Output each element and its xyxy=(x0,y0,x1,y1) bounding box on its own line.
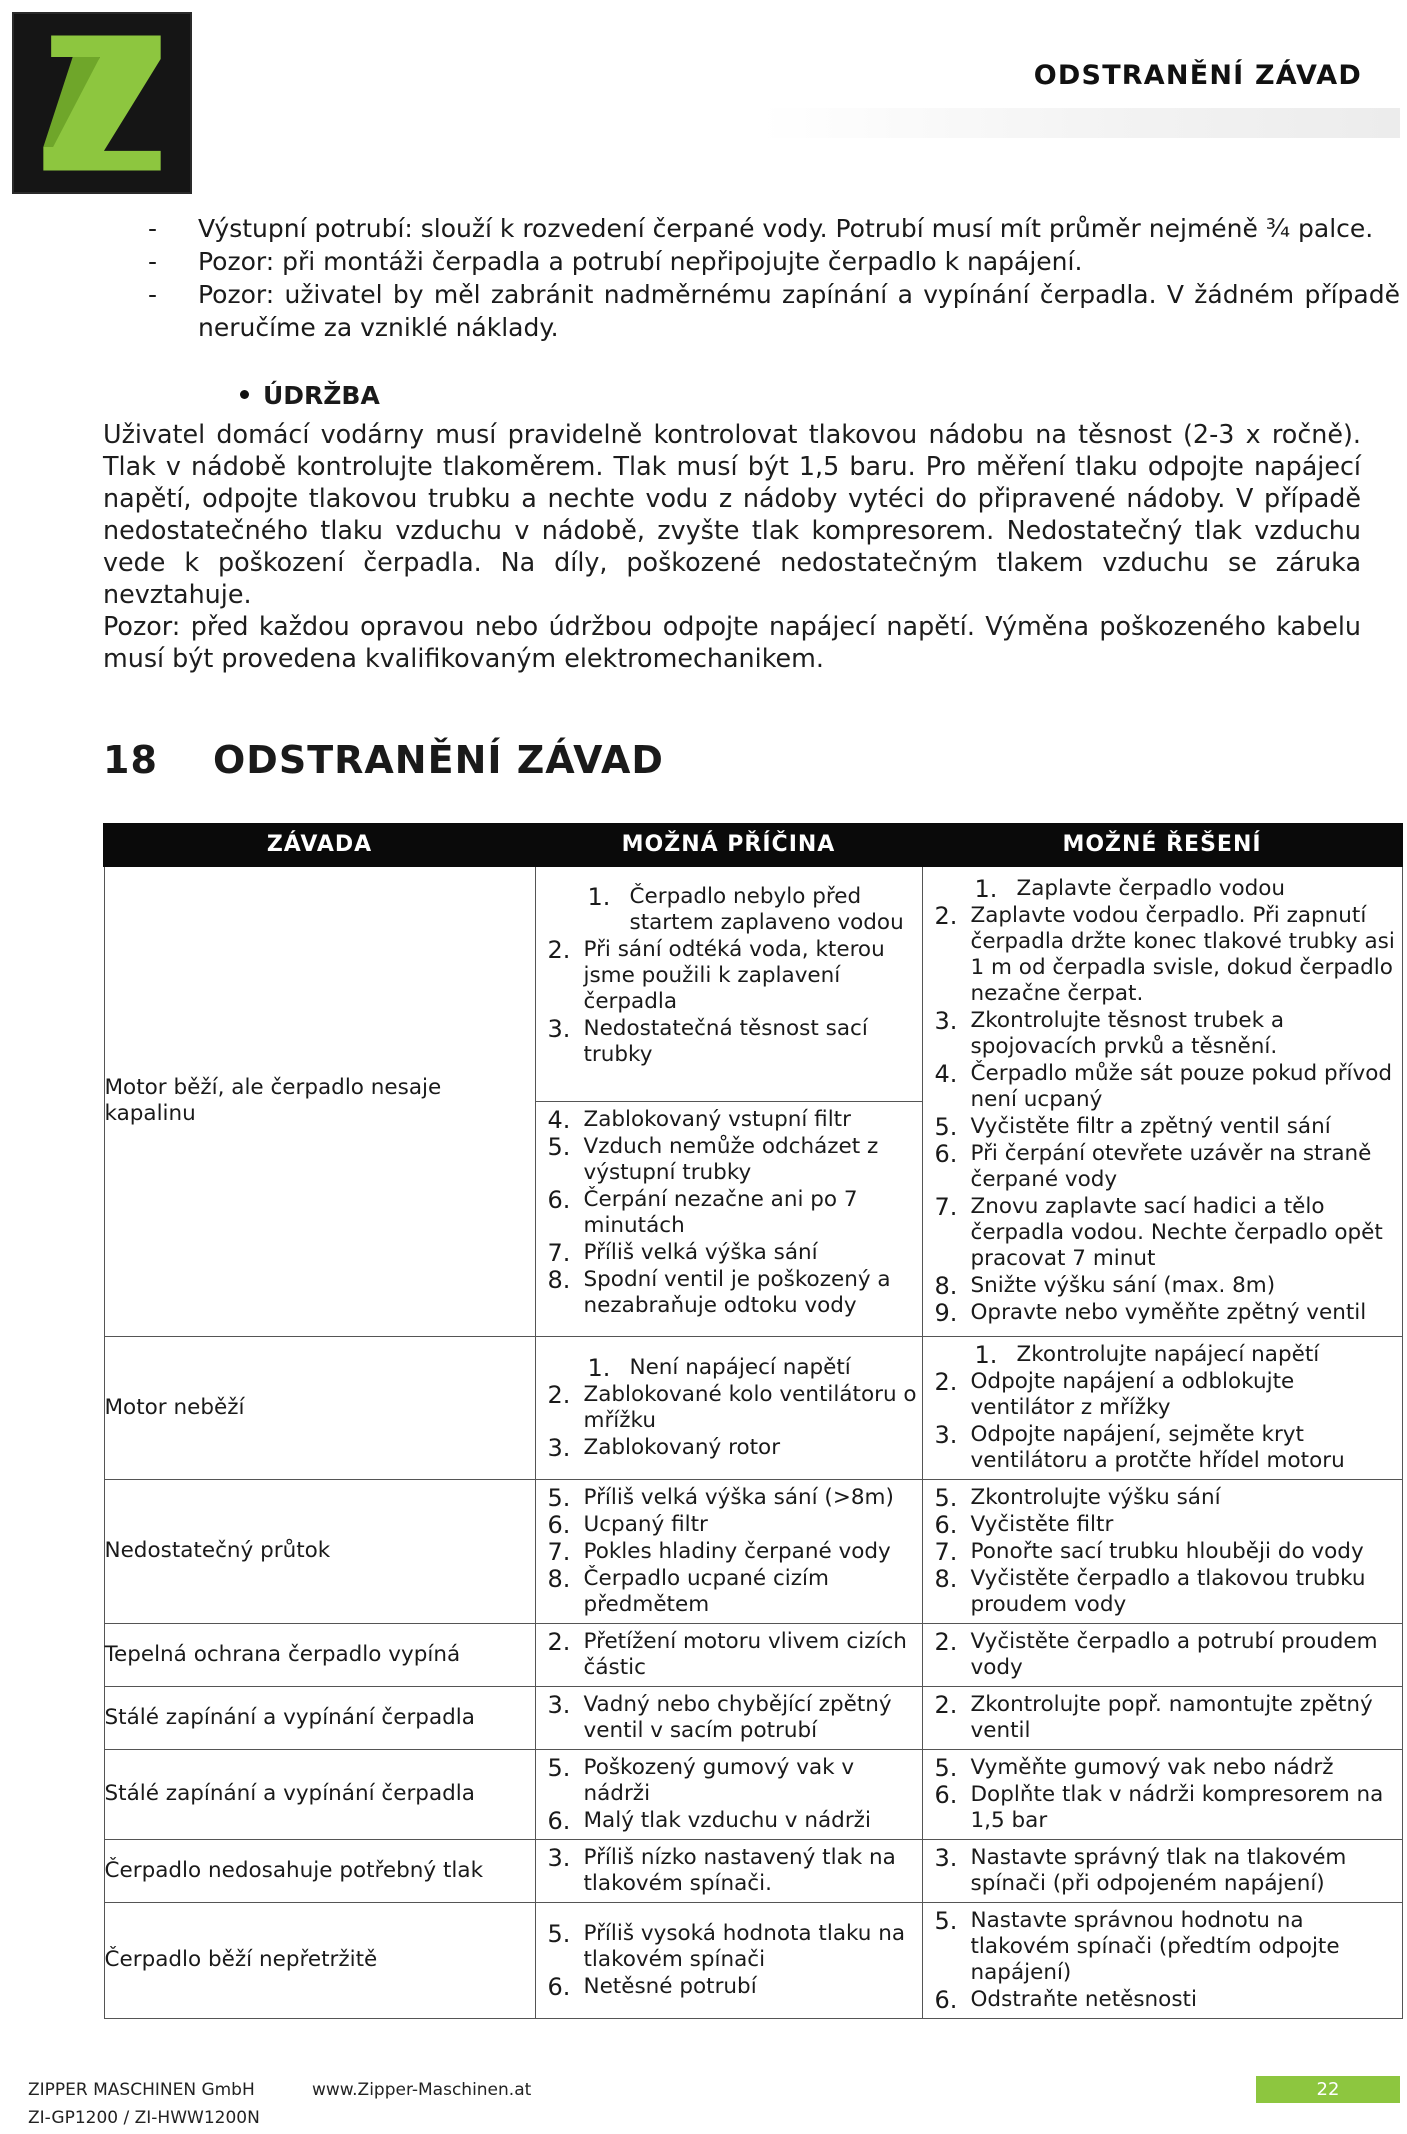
item-number: 2. xyxy=(547,1380,571,1409)
item-number: 4. xyxy=(934,1060,958,1089)
item-number: 5. xyxy=(934,1906,958,1935)
item-number: 5. xyxy=(934,1113,958,1142)
item-number: 3. xyxy=(547,1433,571,1462)
list-item xyxy=(927,1512,1398,1538)
cause-cell xyxy=(535,1336,922,1479)
item-text: Při sání odtéká voda, kterou jsme použili k zaplavení čerpadla xyxy=(583,936,885,1014)
item-number: 5. xyxy=(934,1753,958,1782)
item-number: 2. xyxy=(934,1627,958,1656)
item-number: 5. xyxy=(547,1919,571,1948)
fault-cell: Stálé zapínání a vypínání čerpadla xyxy=(104,1686,535,1749)
maintenance-heading-text: ÚDRŽBA xyxy=(263,381,380,410)
cause-group xyxy=(536,1101,922,1324)
footer-model: ZI-GP1200 / ZI-HWW1200N xyxy=(28,2108,260,2128)
fault-cell: Motor běží, ale čerpadlo nesaje kapalinu xyxy=(104,866,535,1336)
numbered-list xyxy=(540,1755,918,1834)
item-text: Čerpadlo může sát pouze pokud přívod není ucpaný xyxy=(970,1061,1393,1113)
numbered-list xyxy=(927,1342,1398,1474)
fault-cell: Čerpadlo běží nepřetržitě xyxy=(104,1902,535,2018)
list-item xyxy=(540,1974,918,2000)
fault-cell: Čerpadlo nedosahuje potřebný tlak xyxy=(104,1839,535,1902)
list-item xyxy=(927,1369,1398,1421)
list-item xyxy=(927,1629,1398,1681)
list-item xyxy=(927,1300,1398,1326)
item-text: Pokles hladiny čerpané vody xyxy=(583,1538,891,1564)
item-text: Příliš nízko nastavený tlak na tlakovém spínači. xyxy=(583,1844,896,1896)
item-text: Zkontrolujte výšku sání xyxy=(970,1484,1221,1510)
numbered-list xyxy=(540,1485,918,1618)
table-row xyxy=(104,1336,1402,1479)
zipper-logo xyxy=(12,12,192,194)
header-decoration xyxy=(760,108,1400,138)
item-text: Příliš velká výška sání (>8m) xyxy=(583,1484,894,1510)
dash-marker: - xyxy=(148,247,158,276)
item-text: Vyměňte gumový vak nebo nádrž xyxy=(970,1754,1334,1780)
item-text: Nastavte správnou hodnotu na tlakovém spínači (předtím odpojte napájení) xyxy=(970,1907,1340,1985)
list-item xyxy=(540,1808,918,1834)
cause-cell xyxy=(535,1479,922,1623)
list-item xyxy=(927,1566,1398,1618)
cause-group xyxy=(536,879,922,1101)
maintenance-paragraph: Uživatel domácí vodárny musí pravidelně kontrolovat tlakovou nádobu na těsnost (2-3 x ročně). Tlak v nádobě kontrolujte tlakoměrem. Tlak musí být 1,5 baru. Pro měření tlaku odpojte napájecí napětí, odpojte tlakovou trubku a nechte vodu z nádoby vytéci do připravené nádoby. V případě nedostatečného tlaku vzduchu v nádobě, zvyšte tlak kompresorem. Nedostatečný tlak vzduchu vede k poškození čerpadla. Na díly, poškozené nedostatečným tlakem vzduchu se záruka nevztahuje. xyxy=(103,419,1361,609)
item-number: 8. xyxy=(547,1265,571,1294)
list-item xyxy=(927,1194,1398,1272)
list-item xyxy=(540,1134,918,1186)
item-number: 8. xyxy=(547,1564,571,1593)
list-item xyxy=(540,1355,918,1381)
item-text: Zablokovaný rotor xyxy=(583,1434,781,1460)
table-row xyxy=(104,1749,1402,1839)
list-item xyxy=(148,278,1400,344)
list-item xyxy=(540,1921,918,1973)
maintenance-heading xyxy=(240,381,380,410)
solution-cell xyxy=(922,1623,1402,1686)
item-text: Čerpadlo ucpané cizím předmětem xyxy=(583,1565,829,1617)
list-item xyxy=(927,1342,1398,1368)
item-text: Poškozený gumový vak v nádrži xyxy=(583,1754,855,1806)
item-text: Čerpání nezačne ani po 7 minutách xyxy=(583,1186,858,1238)
cause-cell xyxy=(535,1623,922,1686)
item-text: Vyčistěte čerpadlo a tlakovou trubku proudem vody xyxy=(970,1565,1366,1617)
item-text: Nastavte správný tlak na tlakovém spínači (při odpojeném napájení) xyxy=(970,1844,1347,1896)
note-text: Pozor: uživatel by měl zabránit nadměrnému zapínání a vypínání čerpadla. V žádném případě neručíme za vzniklé náklady. xyxy=(198,280,1400,342)
item-number: 2. xyxy=(934,902,958,931)
item-text: Odpojte napájení, sejměte kryt ventilátoru a protčte hřídel motoru xyxy=(970,1421,1345,1473)
item-number: 7. xyxy=(547,1238,571,1267)
item-text: Zaplavte čerpadlo vodou xyxy=(1016,876,1286,902)
table-row xyxy=(104,1479,1402,1623)
item-number: 1. xyxy=(587,1353,611,1382)
item-text: Přetížení motoru vlivem cizích částic xyxy=(583,1628,907,1680)
numbered-list xyxy=(927,1629,1398,1681)
column-header-cause: MOŽNÁ PŘÍČINA xyxy=(535,824,922,866)
column-header-fault: ZÁVADA xyxy=(104,824,535,866)
item-text: Vyčistěte filtr a zpětný ventil sání xyxy=(970,1114,1331,1140)
column-header-solution: MOŽNÉ ŘEŠENÍ xyxy=(922,824,1402,866)
numbered-list xyxy=(927,1755,1398,1834)
list-item xyxy=(540,1512,918,1538)
numbered-list xyxy=(927,876,1398,1326)
item-number: 5. xyxy=(547,1132,571,1161)
numbered-list xyxy=(927,1845,1398,1897)
item-text: Vyčistěte filtr xyxy=(970,1511,1114,1537)
bullet-icon xyxy=(240,390,249,399)
item-text: Zkontrolujte napájecí napětí xyxy=(1016,1341,1320,1367)
list-item xyxy=(927,1061,1398,1113)
table-header-row xyxy=(104,824,1402,866)
table-row xyxy=(104,1902,1402,2018)
numbered-list xyxy=(927,1692,1398,1744)
item-text: Doplňte tlak v nádrži kompresorem na 1,5 bar xyxy=(970,1781,1384,1833)
list-item xyxy=(540,1107,918,1133)
list-item xyxy=(927,903,1398,1007)
item-number: 2. xyxy=(547,935,571,964)
list-item xyxy=(540,1016,918,1068)
troubleshooting-table xyxy=(103,823,1403,2019)
list-item xyxy=(927,1485,1398,1511)
item-number: 6. xyxy=(934,1510,958,1539)
dash-marker: - xyxy=(148,280,158,309)
list-item xyxy=(540,1566,918,1618)
list-item xyxy=(540,1755,918,1807)
item-text: Netěsné potrubí xyxy=(583,1973,757,1999)
item-number: 6. xyxy=(547,1972,571,2001)
list-item xyxy=(540,1845,918,1897)
solution-cell xyxy=(922,1336,1402,1479)
section-title-text: ODSTRANĚNÍ ZÁVAD xyxy=(213,738,664,782)
header-title: ODSTRANĚNÍ ZÁVAD xyxy=(1033,60,1362,91)
item-text: Spodní ventil je poškozený a nezabraňuje odtoku vody xyxy=(583,1266,891,1318)
item-number: 8. xyxy=(934,1564,958,1593)
item-number: 7. xyxy=(934,1193,958,1222)
fault-cell: Tepelná ochrana čerpadlo vypíná xyxy=(104,1623,535,1686)
item-text: Vadný nebo chybějící zpětný ventil v sacím potrubí xyxy=(583,1691,892,1743)
item-text: Zablokované kolo ventilátoru o mřížku xyxy=(583,1381,917,1433)
section-number: 18 xyxy=(103,738,158,782)
item-number: 4. xyxy=(547,1105,571,1134)
numbered-list xyxy=(540,1629,918,1681)
numbered-list xyxy=(540,1107,918,1319)
cause-cell xyxy=(535,1686,922,1749)
numbered-list xyxy=(927,1485,1398,1618)
list-item xyxy=(540,1382,918,1434)
table-row xyxy=(104,1686,1402,1749)
item-text: Zaplavte vodou čerpadlo. Při zapnutí čerpadla držte konec tlakové trubky asi 1 m od čerpadla svisle, dokud čerpadlo nezačne čerpat. xyxy=(970,903,1395,1007)
item-number: 1. xyxy=(974,1340,998,1369)
item-number: 9. xyxy=(934,1299,958,1328)
item-text: Zkontrolujte těsnost trubek a spojovacích prvků a těsnění. xyxy=(970,1008,1285,1060)
list-item xyxy=(927,1782,1398,1834)
list-item xyxy=(540,937,918,1015)
item-number: 6. xyxy=(547,1806,571,1835)
numbered-list xyxy=(540,1692,918,1744)
list-item xyxy=(927,1114,1398,1140)
item-number: 5. xyxy=(934,1483,958,1512)
list-item xyxy=(927,1987,1398,2013)
list-item xyxy=(927,1422,1398,1474)
fault-cell: Motor neběží xyxy=(104,1336,535,1479)
cause-cell xyxy=(535,1902,922,2018)
item-text: Příliš vysoká hodnota tlaku na tlakovém spínači xyxy=(583,1920,906,1972)
list-item xyxy=(927,1008,1398,1060)
item-text: Vyčistěte čerpadlo a potrubí proudem vody xyxy=(970,1628,1378,1680)
footer-website[interactable]: www.Zipper-Maschinen.at xyxy=(312,2080,532,2100)
item-text: Nedostatečná těsnost sací trubky xyxy=(583,1015,868,1067)
item-number: 3. xyxy=(934,1420,958,1449)
list-item xyxy=(927,1692,1398,1744)
fault-cell: Nedostatečný průtok xyxy=(104,1479,535,1623)
footer-company: ZIPPER MASCHINEN GmbH xyxy=(28,2080,255,2100)
list-item xyxy=(540,1485,918,1511)
item-text: Malý tlak vzduchu v nádrži xyxy=(583,1807,871,1833)
item-number: 3. xyxy=(934,1007,958,1036)
list-item xyxy=(927,876,1398,902)
dash-marker: - xyxy=(148,214,158,243)
solution-cell xyxy=(922,1839,1402,1902)
item-text: Příliš velká výška sání xyxy=(583,1239,818,1265)
note-text: Pozor: při montáži čerpadla a potrubí nepřipojujte čerpadlo k napájení. xyxy=(198,247,1083,276)
item-number: 7. xyxy=(934,1537,958,1566)
warning-paragraph: Pozor: před každou opravou nebo údržbou odpojte napájecí napětí. Výměna poškozeného kabelu musí být provedena kvalifikovaným elektromechanikem. xyxy=(103,611,1361,673)
cause-cell xyxy=(535,1749,922,1839)
item-number: 3. xyxy=(547,1843,571,1872)
item-number: 1. xyxy=(974,875,998,904)
list-item xyxy=(927,1845,1398,1897)
list-item xyxy=(927,1755,1398,1781)
list-item xyxy=(148,245,1400,278)
zipper-logo-graphic xyxy=(14,14,190,192)
item-text: Při čerpání otevřete uzávěr na straně čerpané vody xyxy=(970,1141,1372,1193)
item-number: 6. xyxy=(547,1185,571,1214)
list-item xyxy=(540,1692,918,1744)
fault-cell: Stálé zapínání a vypínání čerpadla xyxy=(104,1749,535,1839)
item-number: 6. xyxy=(934,1780,958,1809)
list-item xyxy=(927,1539,1398,1565)
list-item xyxy=(540,1240,918,1266)
numbered-list xyxy=(540,1355,918,1461)
list-item xyxy=(927,1908,1398,1986)
list-item xyxy=(540,1187,918,1239)
installation-notes xyxy=(148,212,1400,344)
item-number: 7. xyxy=(547,1537,571,1566)
item-text: Ucpaný filtr xyxy=(583,1511,708,1537)
item-text: Odpojte napájení a odblokujte ventilátor z mřížky xyxy=(970,1368,1295,1420)
item-number: 8. xyxy=(934,1272,958,1301)
item-number: 3. xyxy=(934,1843,958,1872)
table-row xyxy=(104,1839,1402,1902)
numbered-list xyxy=(540,884,918,1068)
item-number: 5. xyxy=(547,1483,571,1512)
item-text: Zablokovaný vstupní filtr xyxy=(583,1106,851,1132)
cause-cell xyxy=(535,866,922,1336)
cause-cell xyxy=(535,1839,922,1902)
item-text: Opravte nebo vyměňte zpětný ventil xyxy=(970,1300,1367,1326)
item-text: Znovu zaplavte sací hadici a tělo čerpadla vodou. Nechte čerpadlo opět pracovat 7 minut xyxy=(970,1194,1383,1272)
list-item xyxy=(927,1273,1398,1299)
list-item xyxy=(927,1141,1398,1193)
list-item xyxy=(540,1267,918,1319)
item-number: 3. xyxy=(547,1014,571,1043)
note-text: Výstupní potrubí: slouží k rozvedení čerpané vody. Potrubí musí mít průměr nejméně ¾ palce. xyxy=(198,214,1374,243)
solution-cell xyxy=(922,1749,1402,1839)
item-number: 6. xyxy=(934,1140,958,1169)
numbered-list xyxy=(927,1908,1398,2013)
item-number: 5. xyxy=(547,1753,571,1782)
item-text: Snižte výšku sání (max. 8m) xyxy=(970,1273,1276,1299)
list-item xyxy=(148,212,1400,245)
list-item xyxy=(540,884,918,936)
item-number: 1. xyxy=(587,882,611,911)
item-text: Čerpadlo nebylo před startem zaplaveno vodou xyxy=(629,883,904,935)
item-number: 6. xyxy=(547,1510,571,1539)
solution-cell xyxy=(922,866,1402,1336)
list-item xyxy=(540,1539,918,1565)
item-text: Není napájecí napětí xyxy=(629,1354,851,1380)
table-row xyxy=(104,1623,1402,1686)
item-number: 2. xyxy=(934,1690,958,1719)
item-text: Vzduch nemůže odcházet z výstupní trubky xyxy=(583,1133,879,1185)
item-number: 2. xyxy=(934,1367,958,1396)
item-text: Ponořte sací trubku hlouběji do vody xyxy=(970,1538,1364,1564)
item-number: 6. xyxy=(934,1985,958,2014)
item-number: 2. xyxy=(547,1627,571,1656)
solution-cell xyxy=(922,1686,1402,1749)
table-row xyxy=(104,866,1402,1336)
item-text: Odstraňte netěsnosti xyxy=(970,1986,1197,2012)
section-title xyxy=(103,738,664,782)
numbered-list xyxy=(540,1845,918,1897)
page-number: 22 xyxy=(1256,2076,1400,2103)
solution-cell xyxy=(922,1902,1402,2018)
item-text: Zkontrolujte popř. namontujte zpětný ventil xyxy=(970,1691,1373,1743)
numbered-list xyxy=(540,1921,918,2000)
item-number: 3. xyxy=(547,1690,571,1719)
table-body xyxy=(104,866,1402,2018)
solution-cell xyxy=(922,1479,1402,1623)
list-item xyxy=(540,1629,918,1681)
list-item xyxy=(540,1435,918,1461)
